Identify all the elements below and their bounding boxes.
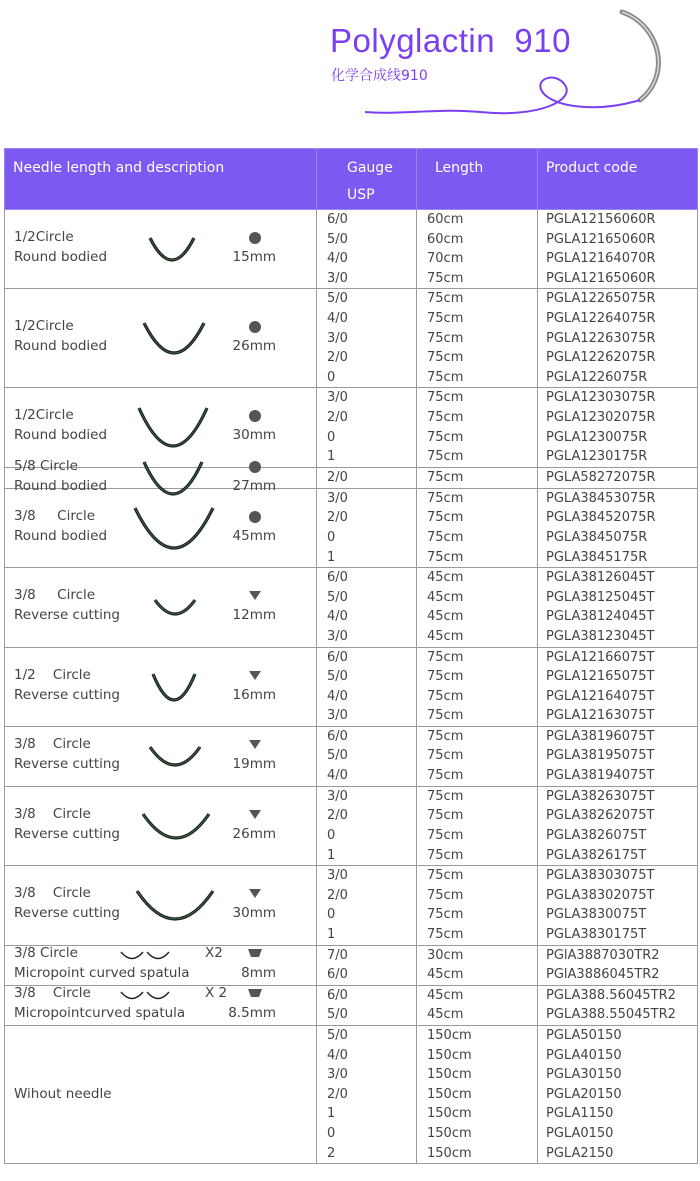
gauge-value: 0 bbox=[327, 907, 336, 923]
length-value: 75cm bbox=[427, 868, 464, 884]
needle-shape-icon bbox=[137, 406, 209, 448]
table-row bbox=[5, 985, 698, 1025]
needle-type-label: Reverse cutting bbox=[14, 905, 120, 922]
gauge-value: 3/0 bbox=[327, 390, 348, 406]
length-value: 75cm bbox=[427, 330, 464, 346]
gauge-value: 5/0 bbox=[327, 669, 348, 685]
product-code-value: PGLA1226075R bbox=[546, 369, 648, 385]
needle-shape-icon bbox=[151, 672, 197, 702]
trapezoid-icon bbox=[248, 947, 262, 961]
product-code-value: PGLA38453075R bbox=[546, 490, 656, 506]
product-code-value: PGLA40150 bbox=[546, 1047, 622, 1063]
circle-dot-icon bbox=[248, 409, 262, 423]
length-value: 75cm bbox=[427, 449, 464, 465]
needle-length-label: 8.5mm bbox=[228, 1005, 276, 1022]
gauge-value: 4/0 bbox=[327, 609, 348, 625]
product-code-value: PGLA58272075R bbox=[546, 469, 656, 485]
gauge-cell bbox=[317, 647, 417, 726]
needle-length-label: 19mm bbox=[232, 756, 276, 773]
product-code-value: PGLA12165060R bbox=[546, 231, 656, 247]
needle-curvature-label: 3/8 Circle bbox=[14, 507, 96, 524]
product-code-value: PGLA38124045T bbox=[546, 609, 655, 625]
length-value: 75cm bbox=[427, 907, 464, 923]
needle-curvature-label: 3/8 Circle bbox=[14, 736, 91, 753]
length-value: 45cm bbox=[427, 609, 464, 625]
needle-length-label: 30mm bbox=[232, 427, 276, 444]
product-code-value: PGLA0150 bbox=[546, 1125, 614, 1141]
length-value: 75cm bbox=[427, 649, 464, 665]
product-code-value: PGLA12166075T bbox=[546, 649, 655, 665]
product-code-cell bbox=[538, 647, 698, 726]
needle-description-cell bbox=[5, 289, 317, 388]
product-code-cell bbox=[538, 467, 698, 488]
gauge-value: 6/0 bbox=[327, 987, 348, 1003]
length-value: 75cm bbox=[427, 529, 464, 545]
product-code-cell bbox=[538, 1026, 698, 1164]
gauge-cell bbox=[317, 388, 417, 467]
product-code-cell bbox=[538, 726, 698, 786]
gauge-value: 4/0 bbox=[327, 1047, 348, 1063]
gauge-value: 3/0 bbox=[327, 490, 348, 506]
column-header-gauge-line1: Gauge bbox=[347, 160, 393, 176]
length-cell bbox=[417, 866, 538, 945]
gauge-value: 4/0 bbox=[327, 251, 348, 267]
needle-description-cell bbox=[5, 568, 317, 647]
triangle-down-icon bbox=[248, 589, 262, 603]
length-value: 75cm bbox=[427, 768, 464, 784]
length-cell bbox=[417, 210, 538, 289]
triangle-down-icon bbox=[248, 808, 262, 822]
gauge-cell bbox=[317, 866, 417, 945]
length-value: 150cm bbox=[427, 1047, 472, 1063]
needle-type-label: Round bodied bbox=[14, 527, 108, 544]
product-code-value: PGlA3887030TR2 bbox=[546, 947, 660, 963]
gauge-value: 1 bbox=[327, 549, 336, 565]
length-value: 75cm bbox=[427, 469, 464, 485]
length-value: 75cm bbox=[427, 409, 464, 425]
length-value: 60cm bbox=[427, 231, 464, 247]
length-value: 75cm bbox=[427, 549, 464, 565]
gauge-value: 0 bbox=[327, 1125, 336, 1141]
gauge-value: 3/0 bbox=[327, 708, 348, 724]
product-code-value: PGLA3845075R bbox=[546, 529, 648, 545]
gauge-cell bbox=[317, 786, 417, 865]
trapezoid-icon bbox=[248, 987, 262, 1001]
length-cell bbox=[417, 467, 538, 488]
double-needle-label: X2 bbox=[205, 945, 223, 962]
column-header-length: Length bbox=[417, 149, 538, 210]
needle-shape-icon bbox=[148, 236, 196, 262]
gauge-value: 1 bbox=[327, 927, 336, 943]
triangle-down-icon bbox=[248, 669, 262, 683]
length-value: 75cm bbox=[427, 429, 464, 445]
product-code-value: PGLA12156060R bbox=[546, 212, 656, 227]
circle-dot-icon bbox=[248, 231, 262, 245]
product-code-value: PGLA30150 bbox=[546, 1067, 622, 1083]
needle-curvature-label: 3/8 Circle bbox=[14, 805, 91, 822]
length-value: 75cm bbox=[427, 927, 464, 943]
gauge-value: 6/0 bbox=[327, 649, 348, 665]
gauge-cell bbox=[317, 488, 417, 567]
needle-length-label: 16mm bbox=[232, 686, 276, 703]
needle-description-cell bbox=[5, 647, 317, 726]
length-value: 75cm bbox=[427, 708, 464, 724]
length-value: 150cm bbox=[427, 1028, 472, 1043]
gauge-value: 2 bbox=[327, 1145, 336, 1161]
column-header-gauge-line2: USP bbox=[347, 187, 375, 203]
gauge-value: 1 bbox=[327, 1106, 336, 1122]
length-value: 45cm bbox=[427, 967, 464, 983]
length-value: 75cm bbox=[427, 669, 464, 685]
length-cell bbox=[417, 945, 538, 985]
gauge-value: 2/0 bbox=[327, 510, 348, 526]
double-needle-icon bbox=[117, 989, 177, 1003]
length-value: 75cm bbox=[427, 748, 464, 764]
length-value: 75cm bbox=[427, 808, 464, 824]
needle-length-label: 15mm bbox=[232, 249, 276, 265]
product-code-cell bbox=[538, 985, 698, 1025]
needle-curvature-label: 1/2Circle bbox=[14, 318, 74, 335]
product-code-value: PGLA3845175R bbox=[546, 549, 648, 565]
gauge-value: 6/0 bbox=[327, 967, 348, 983]
product-code-value: PGLA38262075T bbox=[546, 808, 655, 824]
product-code-cell bbox=[538, 388, 698, 467]
length-value: 75cm bbox=[427, 887, 464, 903]
product-code-value: PGLA38125045T bbox=[546, 589, 655, 605]
gauge-value: 2/0 bbox=[327, 887, 348, 903]
product-code-value: PGLA38263075T bbox=[546, 788, 655, 804]
needle-description-cell bbox=[5, 1026, 317, 1164]
product-code-value: PGLA20150 bbox=[546, 1086, 622, 1102]
needle-description-cell bbox=[5, 866, 317, 945]
table-row bbox=[5, 647, 698, 726]
needle-shape-icon bbox=[133, 506, 215, 550]
product-code-value: PGLA1150 bbox=[546, 1106, 614, 1122]
product-table bbox=[4, 148, 698, 1164]
table-row bbox=[5, 488, 698, 567]
needle-type-label: Wihout needle bbox=[14, 1085, 112, 1102]
gauge-cell bbox=[317, 1026, 417, 1164]
gauge-value: 0 bbox=[327, 529, 336, 545]
gauge-value: 4/0 bbox=[327, 310, 348, 326]
gauge-value: 6/0 bbox=[327, 570, 348, 586]
product-code-value: PGLA38452075R bbox=[546, 510, 656, 526]
length-value: 75cm bbox=[427, 788, 464, 804]
table-row bbox=[5, 289, 698, 388]
needle-type-label: Reverse cutting bbox=[14, 756, 120, 773]
needle-shape-icon bbox=[148, 745, 202, 767]
needle-description-cell bbox=[5, 945, 317, 985]
gauge-cell bbox=[317, 726, 417, 786]
gauge-value: 2/0 bbox=[327, 469, 348, 485]
product-code-value: PGLA1230075R bbox=[546, 429, 648, 445]
needle-description-cell bbox=[5, 726, 317, 786]
product-code-value: PGLA1230175R bbox=[546, 449, 648, 465]
product-code-value: PGLA12163075T bbox=[546, 708, 655, 724]
product-code-cell bbox=[538, 210, 698, 289]
length-value: 75cm bbox=[427, 688, 464, 704]
needle-type-label: Reverse cutting bbox=[14, 686, 120, 703]
product-code-value: PGLA3830175T bbox=[546, 927, 647, 943]
length-cell bbox=[417, 647, 538, 726]
page-header bbox=[0, 0, 700, 148]
length-cell bbox=[417, 1026, 538, 1164]
needle-curvature-label: 1/2 Circle bbox=[14, 666, 91, 683]
product-code-cell bbox=[538, 568, 698, 647]
gauge-value: 1 bbox=[327, 449, 336, 465]
length-value: 75cm bbox=[427, 390, 464, 406]
product-table-container bbox=[4, 148, 697, 1164]
length-value: 75cm bbox=[427, 310, 464, 326]
column-header-description: Needle length and description bbox=[5, 149, 317, 210]
needle-description-cell bbox=[5, 985, 317, 1025]
length-value: 75cm bbox=[427, 291, 464, 307]
needle-curvature-label: 3/8 Circle bbox=[14, 985, 91, 1002]
length-value: 150cm bbox=[427, 1106, 472, 1122]
needle-type-label: Micropointcurved spatula bbox=[14, 1005, 186, 1022]
gauge-value: 5/0 bbox=[327, 589, 348, 605]
gauge-value: 4/0 bbox=[327, 688, 348, 704]
length-value: 75cm bbox=[427, 728, 464, 744]
product-code-value: PGLA12164070R bbox=[546, 251, 656, 267]
gauge-value: 3/0 bbox=[327, 788, 348, 804]
needle-type-label: Reverse cutting bbox=[14, 825, 120, 842]
product-code-value: PGLA388.56045TR2 bbox=[546, 987, 676, 1003]
gauge-value: 2/0 bbox=[327, 409, 348, 425]
length-value: 75cm bbox=[427, 828, 464, 844]
product-code-value: PGLA38303075T bbox=[546, 868, 655, 884]
page-title: Polyglactin 910 bbox=[330, 22, 571, 59]
needle-length-label: 26mm bbox=[232, 825, 276, 842]
gauge-cell bbox=[317, 945, 417, 985]
needle-shape-icon bbox=[135, 889, 215, 921]
product-code-value: PGLA12165075T bbox=[546, 669, 655, 685]
needle-type-label: Round bodied bbox=[14, 249, 108, 265]
length-value: 75cm bbox=[427, 847, 464, 863]
length-value: 45cm bbox=[427, 570, 464, 586]
length-cell bbox=[417, 985, 538, 1025]
length-cell bbox=[417, 726, 538, 786]
gauge-value: 3/0 bbox=[327, 330, 348, 346]
product-code-value: PGLA12165060R bbox=[546, 270, 656, 286]
length-value: 75cm bbox=[427, 510, 464, 526]
needle-type-label: Micropoint curved spatula bbox=[14, 965, 190, 982]
needle-curvature-label: 5/8 Circle bbox=[14, 457, 78, 474]
length-value: 150cm bbox=[427, 1067, 472, 1083]
product-code-value: PGLA50150 bbox=[546, 1028, 622, 1043]
product-code-value: PGLA38302075T bbox=[546, 887, 655, 903]
product-code-cell bbox=[538, 786, 698, 865]
triangle-down-icon bbox=[248, 887, 262, 901]
needle-curvature-label: 3/8 Circle bbox=[14, 945, 78, 962]
length-cell bbox=[417, 488, 538, 567]
needle-type-label: Round bodied bbox=[14, 427, 108, 444]
gauge-value: 2/0 bbox=[327, 808, 348, 824]
gauge-value: 2/0 bbox=[327, 350, 348, 366]
gauge-value: 5/0 bbox=[327, 1007, 348, 1023]
table-row bbox=[5, 388, 698, 467]
needle-shape-icon bbox=[153, 598, 197, 616]
product-code-value: PGLA38194075T bbox=[546, 768, 655, 784]
needle-length-label: 8mm bbox=[241, 965, 276, 982]
circle-dot-icon bbox=[248, 460, 262, 474]
length-value: 45cm bbox=[427, 987, 464, 1003]
needle-curvature-label: 1/2Circle bbox=[14, 407, 74, 424]
needle-shape-icon bbox=[141, 812, 211, 840]
length-value: 150cm bbox=[427, 1125, 472, 1141]
page-subtitle: 化学合成线910 bbox=[331, 68, 428, 84]
double-needle-label: X 2 bbox=[205, 985, 228, 1002]
column-header-product-code: Product code bbox=[538, 149, 698, 210]
length-value: 150cm bbox=[427, 1145, 472, 1161]
product-code-cell bbox=[538, 289, 698, 388]
product-code-value: PGlA3886045TR2 bbox=[546, 967, 660, 983]
needle-length-label: 26mm bbox=[232, 338, 276, 355]
gauge-value: 0 bbox=[327, 369, 336, 385]
length-cell bbox=[417, 786, 538, 865]
needle-type-label: Round bodied bbox=[14, 338, 108, 355]
product-code-value: PGLA388.55045TR2 bbox=[546, 1007, 676, 1023]
product-code-value: PGLA12164075T bbox=[546, 688, 655, 704]
needle-description-cell bbox=[5, 388, 317, 467]
column-header-gauge bbox=[317, 149, 417, 210]
product-code-value: PGLA38196075T bbox=[546, 728, 655, 744]
product-code-cell bbox=[538, 866, 698, 945]
needle-description-cell bbox=[5, 210, 317, 289]
needle-curvature-label: 1/2Circle bbox=[14, 229, 74, 245]
gauge-value: 5/0 bbox=[327, 231, 348, 247]
needle-length-label: 12mm bbox=[232, 607, 276, 624]
double-needle-icon bbox=[117, 949, 177, 963]
gauge-value: 3/0 bbox=[327, 628, 348, 644]
gauge-value: 7/0 bbox=[327, 947, 348, 963]
gauge-value: 6/0 bbox=[327, 212, 348, 227]
table-header-row bbox=[5, 149, 698, 210]
product-code-value: PGLA12303075R bbox=[546, 390, 656, 406]
gauge-value: 4/0 bbox=[327, 768, 348, 784]
product-code-value: PGLA38126045T bbox=[546, 570, 655, 586]
gauge-value: 3/0 bbox=[327, 1067, 348, 1083]
product-code-value: PGLA12302075R bbox=[546, 409, 656, 425]
gauge-value: 5/0 bbox=[327, 1028, 348, 1043]
needle-description-cell bbox=[5, 786, 317, 865]
needle-length-label: 27mm bbox=[232, 477, 276, 494]
product-code-value: PGLA12265075R bbox=[546, 291, 656, 307]
needle-length-label: 30mm bbox=[232, 905, 276, 922]
product-code-value: PGLA12264075R bbox=[546, 310, 656, 326]
gauge-cell bbox=[317, 985, 417, 1025]
length-value: 45cm bbox=[427, 1007, 464, 1023]
length-cell bbox=[417, 388, 538, 467]
length-value: 60cm bbox=[427, 212, 464, 227]
length-value: 70cm bbox=[427, 251, 464, 267]
needle-type-label: Round bodied bbox=[14, 477, 108, 494]
length-value: 75cm bbox=[427, 369, 464, 385]
gauge-value: 0 bbox=[327, 828, 336, 844]
length-cell bbox=[417, 289, 538, 388]
length-value: 150cm bbox=[427, 1086, 472, 1102]
table-row bbox=[5, 1026, 698, 1164]
needle-curvature-label: 3/8 Circle bbox=[14, 885, 91, 902]
product-code-value: PGLA3826175T bbox=[546, 847, 647, 863]
table-row bbox=[5, 866, 698, 945]
gauge-cell bbox=[317, 289, 417, 388]
gauge-value: 0 bbox=[327, 429, 336, 445]
gauge-value: 3/0 bbox=[327, 270, 348, 286]
table-row bbox=[5, 568, 698, 647]
gauge-value: 2/0 bbox=[327, 1086, 348, 1102]
needle-description-cell bbox=[5, 457, 317, 494]
circle-dot-icon bbox=[248, 320, 262, 334]
product-code-cell bbox=[538, 488, 698, 567]
table-body bbox=[5, 210, 698, 1164]
product-code-value: PGLA2150 bbox=[546, 1145, 614, 1161]
product-code-value: PGLA12263075R bbox=[546, 330, 656, 346]
table-row bbox=[5, 726, 698, 786]
gauge-cell bbox=[317, 210, 417, 289]
product-code-value: PGLA3826075T bbox=[546, 828, 647, 844]
gauge-cell bbox=[317, 568, 417, 647]
length-value: 75cm bbox=[427, 270, 464, 286]
length-cell bbox=[417, 568, 538, 647]
gauge-value: 6/0 bbox=[327, 728, 348, 744]
needle-curvature-label: 3/8 Circle bbox=[14, 587, 96, 604]
length-value: 45cm bbox=[427, 589, 464, 605]
table-row bbox=[5, 945, 698, 985]
needle-description-cell bbox=[5, 488, 317, 567]
length-value: 75cm bbox=[427, 350, 464, 366]
length-value: 45cm bbox=[427, 628, 464, 644]
table-row bbox=[5, 210, 698, 289]
needle-type-label: Reverse cutting bbox=[14, 607, 120, 624]
circle-dot-icon bbox=[248, 510, 262, 524]
length-value: 75cm bbox=[427, 490, 464, 506]
table-row bbox=[5, 786, 698, 865]
gauge-value: 5/0 bbox=[327, 291, 348, 307]
product-code-value: PGLA3830075T bbox=[546, 907, 647, 923]
gauge-value: 3/0 bbox=[327, 868, 348, 884]
needle-shape-icon bbox=[142, 321, 206, 355]
gauge-cell bbox=[317, 467, 417, 488]
product-code-value: PGLA38195075T bbox=[546, 748, 655, 764]
product-code-value: PGLA12262075R bbox=[546, 350, 656, 366]
gauge-value: 1 bbox=[327, 847, 336, 863]
triangle-down-icon bbox=[248, 738, 262, 752]
gauge-value: 5/0 bbox=[327, 748, 348, 764]
length-value: 30cm bbox=[427, 947, 464, 963]
table-row bbox=[5, 467, 698, 488]
needle-length-label: 45mm bbox=[232, 527, 276, 544]
product-code-value: PGLA38123045T bbox=[546, 628, 655, 644]
product-code-cell bbox=[538, 945, 698, 985]
